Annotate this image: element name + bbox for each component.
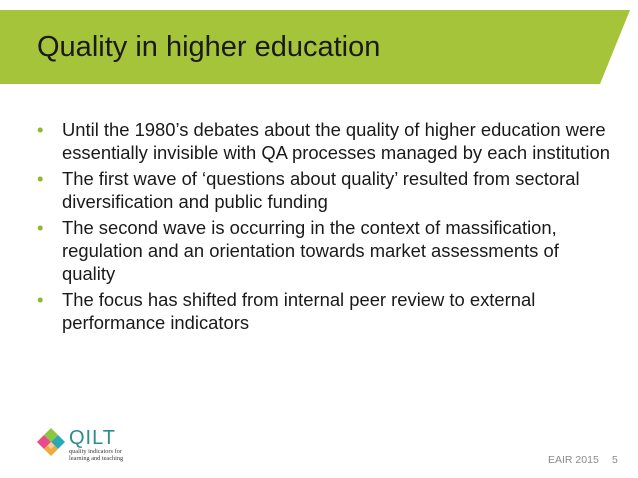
bullet-text: Until the 1980’s debates about the quality of higher education were essentially invisible with QA processes managed by each institution xyxy=(62,119,610,163)
qilt-logo xyxy=(36,427,166,463)
bullet-text: The first wave of ‘questions about quality’ resulted from sectoral diversification and public funding xyxy=(62,168,580,212)
bullet-item xyxy=(37,216,617,285)
bullet-list xyxy=(37,118,617,337)
bullet-marker: • xyxy=(37,289,44,310)
page-number: 5 xyxy=(612,454,618,466)
bullet-marker: • xyxy=(37,119,44,140)
bullet-marker: • xyxy=(37,217,44,238)
qilt-mark-icon xyxy=(36,427,66,461)
logo-tagline-line: quality indicators for xyxy=(69,448,122,455)
logo-wordmark: QILT xyxy=(69,427,116,449)
footer-label: EAIR 2015 xyxy=(548,454,599,466)
logo-tagline xyxy=(69,448,123,462)
bullet-text: The focus has shifted from internal peer review to external performance indicators xyxy=(62,289,536,333)
slide-title: Quality in higher education xyxy=(37,31,381,63)
bullet-item xyxy=(37,118,617,164)
bullet-item xyxy=(37,288,617,334)
bullet-text: The second wave is occurring in the context of massification, regulation and an orientation towards market assessments of quality xyxy=(62,217,559,284)
bullet-marker: • xyxy=(37,168,44,189)
logo-tagline-line: learning and teaching xyxy=(69,455,124,462)
bullet-item xyxy=(37,167,617,213)
